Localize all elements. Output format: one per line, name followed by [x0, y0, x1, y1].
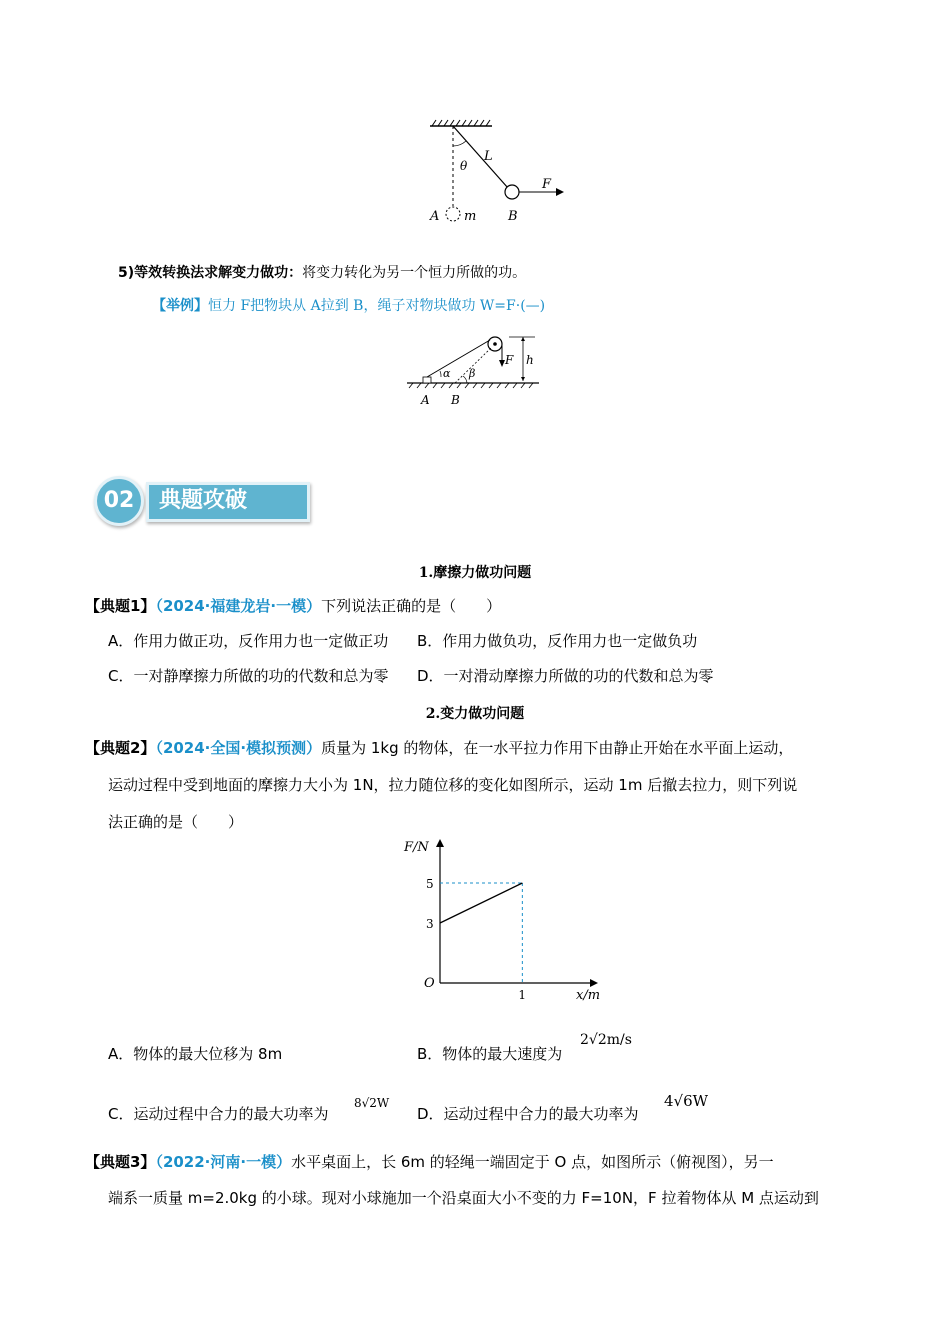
force-displacement-chart [390, 838, 601, 1008]
q1-tag: 【典题1】 [85, 597, 156, 615]
q1-question: 下列说法正确的是（ ） [321, 597, 502, 615]
q1-option-b: B．作用力做负功，反作用力也一定做负功 [417, 632, 698, 650]
q3-text-line1: 水平桌面上，长 6m 的轻绳一端固定于 O 点，如图所示（俯视图），另一 [291, 1153, 774, 1171]
q3-tag: 【典题3】 [85, 1153, 156, 1171]
q2-line3: 法正确的是（ ） [108, 813, 244, 831]
x-axis-arrow [590, 979, 598, 987]
q2-option-b-text: B．物体的最大速度为 [417, 1045, 563, 1063]
label-m: m [464, 209, 477, 224]
q2-text-line1: 质量为 1kg 的物体，在一水平拉力作用下由静止开始在水平面上运动， [321, 739, 794, 757]
x-axis-label: x/m [576, 988, 601, 1003]
q1-stem [85, 596, 501, 616]
q2-source: （2024·全国·模拟预测） [155, 739, 322, 757]
q2-line1 [85, 738, 793, 758]
q2-tag: 【典题2】 [85, 739, 156, 757]
pendulum-figure [420, 118, 580, 230]
y-axis-label: F/N [404, 840, 429, 855]
q2-option-b-value: 2√2m/s [580, 1032, 632, 1048]
pulley-figure [405, 326, 545, 410]
q2-line2: 运动过程中受到地面的摩擦力大小为 1N，拉力随位移的变化如图所示，运动 1m 后撤去拉力，则下列说 [108, 776, 798, 794]
label-h: h [526, 353, 534, 367]
q2-option-c [108, 1104, 328, 1124]
x-tick-label: 1 [518, 988, 526, 1002]
example-text: 恒力 F把物块从 A拉到 B，绳子对物块做功 W=F·(—) [208, 298, 546, 314]
item5-line [118, 263, 526, 283]
q2-option-c-text: C．运动过程中合力的最大功率为 [108, 1105, 329, 1123]
y-tick-label: 5 [426, 877, 434, 891]
topic2-title: 2.变力做功问题 [425, 706, 525, 722]
section-header [94, 476, 316, 528]
q1-option-d: D．一对滑动摩擦力所做的功的代数和总为零 [417, 667, 714, 685]
q1-option-a: A．作用力做正功，反作用力也一定做正功 [108, 632, 389, 650]
y-tick-label: 3 [426, 917, 434, 931]
label-F: F [505, 353, 514, 367]
q3-line1 [85, 1152, 774, 1172]
q1-source: （2024·福建龙岩·一模） [155, 597, 322, 615]
q2-option-a: A．物体的最大位移为 8m [108, 1045, 283, 1063]
q3-source: （2022·河南·一模） [155, 1153, 292, 1171]
item5-heading: 5)等效转换法求解变力做功： [118, 265, 303, 281]
q1-option-c: C．一对静摩擦力所做的功的代数和总为零 [108, 667, 389, 685]
q2-option-b [417, 1044, 562, 1064]
origin-label: O [424, 976, 435, 991]
label-A: A [421, 393, 430, 407]
label-A: A [430, 209, 440, 224]
label-F: F [542, 177, 552, 192]
topic1-title: 1.摩擦力做功问题 [418, 565, 532, 581]
example-tag: 【举例】 [152, 298, 208, 314]
q2-option-d-text: D．运动过程中合力的最大功率为 [417, 1105, 639, 1123]
q2-option-c-value: 8√2W [354, 1096, 390, 1110]
force-line [440, 883, 522, 923]
item5-text: 将变力转化为另一个恒力所做的功。 [302, 265, 527, 281]
label-B: B [508, 209, 518, 224]
item5-example [152, 296, 545, 316]
section-number: 02 [94, 476, 144, 526]
label-alpha: α [443, 367, 451, 380]
q2-option-d-value: 4√6W [664, 1092, 709, 1110]
label-beta: β [469, 367, 476, 380]
q3-line2: 端系一质量 m=2.0kg 的小球。现对小球施加一个沿桌面大小不变的力 F=10N，F 拉着物体从 M 点运动到 [108, 1189, 819, 1207]
section-title: 典题攻破 [146, 482, 310, 522]
q2-option-d [417, 1104, 639, 1124]
label-L: L [484, 149, 493, 164]
y-axis-arrow [436, 839, 444, 847]
label-theta: θ [460, 159, 468, 173]
label-B: B [451, 393, 460, 407]
